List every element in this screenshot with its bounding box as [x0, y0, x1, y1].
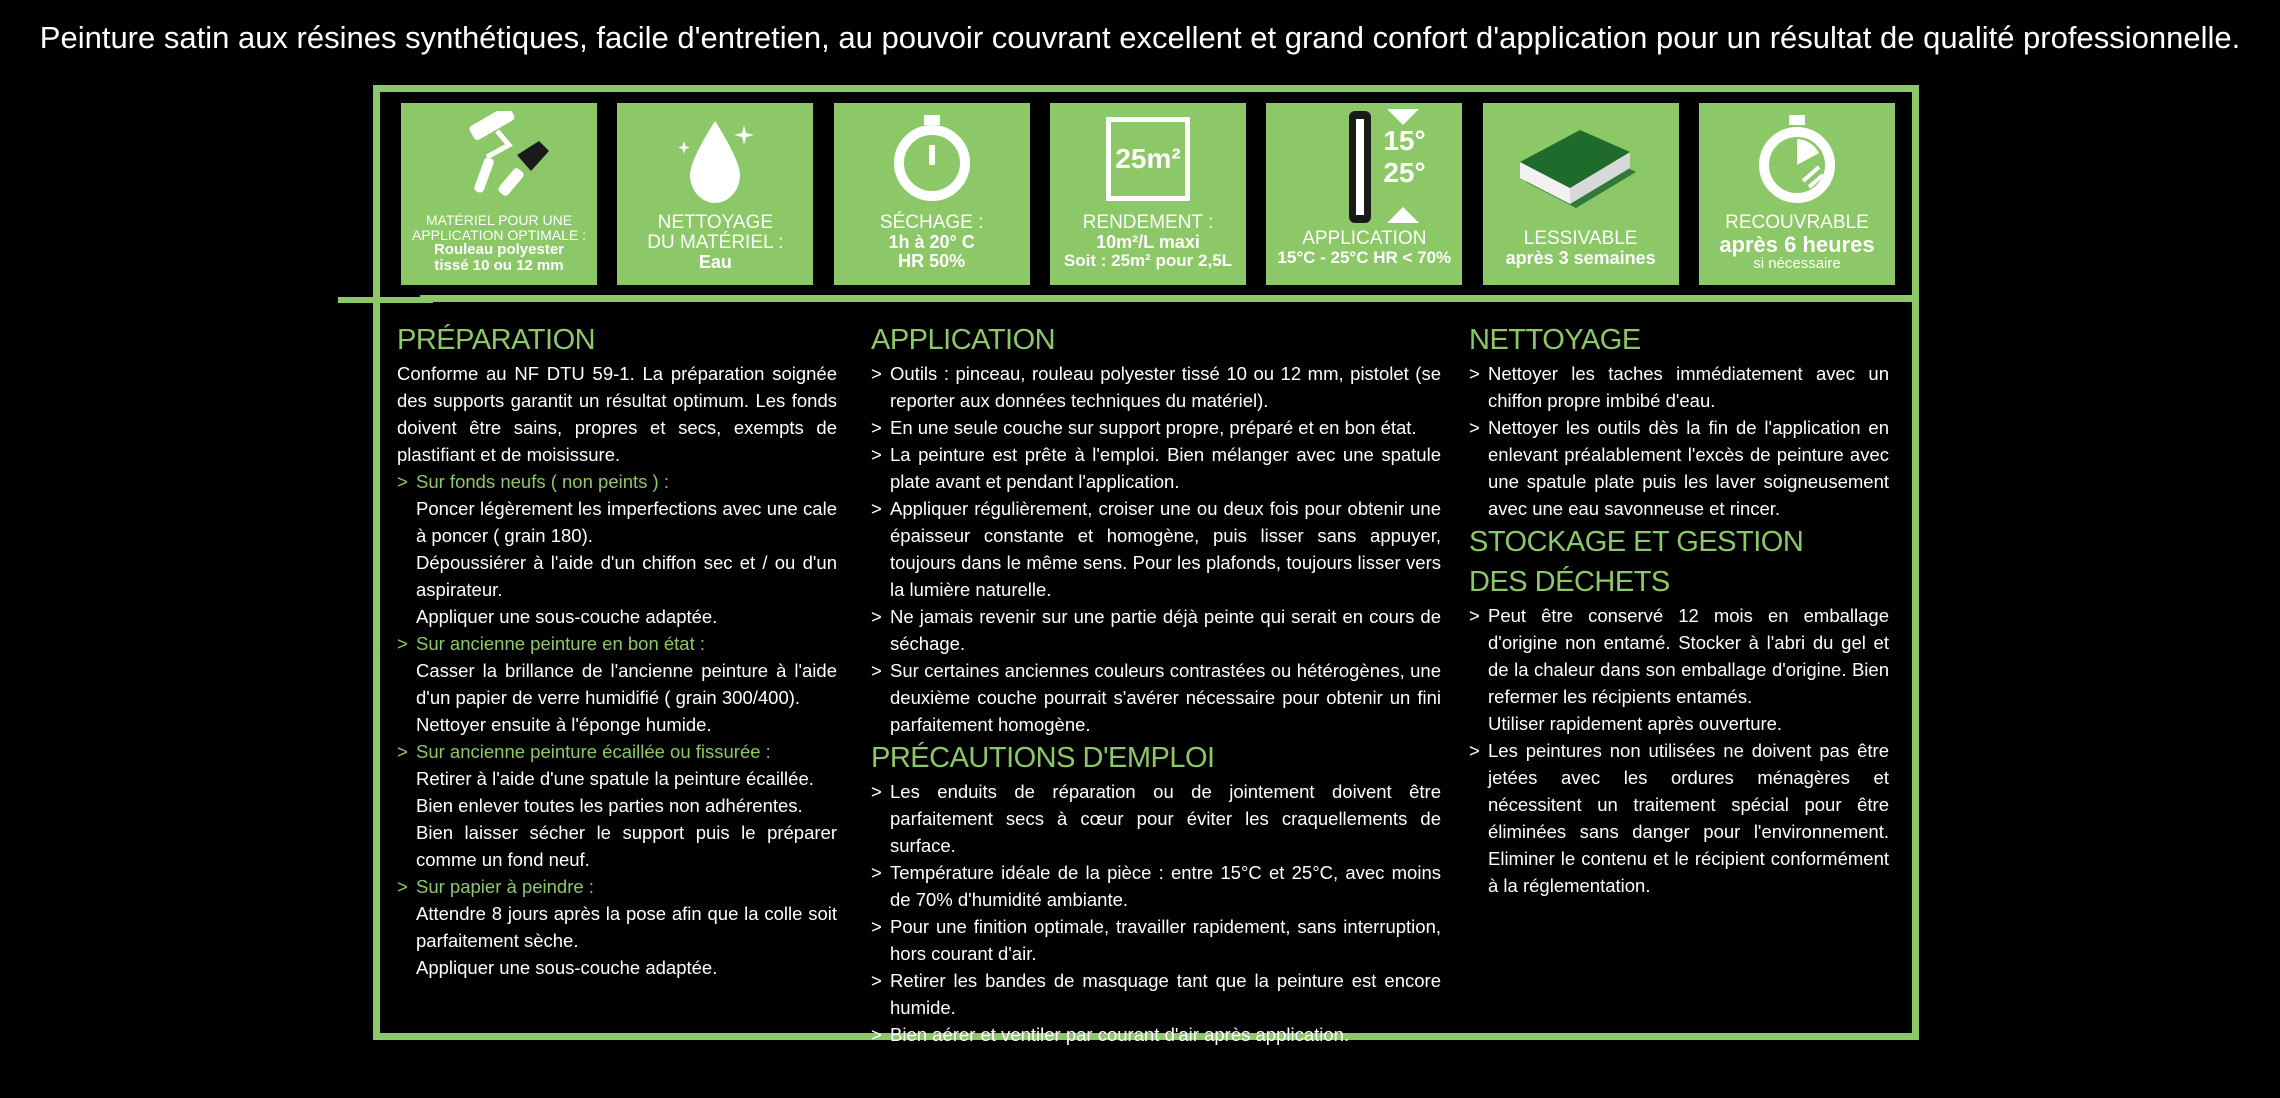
precautions-item: > Les enduits de réparation ou de jointement doivent être parfaitement secs à cœur pour éviter les craquellements de surface.	[871, 778, 1441, 859]
tile-line: 1h à 20° C	[888, 231, 975, 252]
tile-line: après 3 semaines	[1505, 247, 1656, 268]
precautions-item: > Bien aérer et ventiler par courant d'air après application.	[871, 1021, 1441, 1048]
thermometer-icon	[1279, 109, 1449, 225]
stockage-item: > Peut être conservé 12 mois en emballage d'origine non entamé. Stocker à l'abri du gel et de la chaleur dans son emballage d'origine. Bien refermer les récipients entamés.	[1469, 602, 1889, 710]
area-square-icon	[1073, 109, 1223, 209]
tile-line: après 6 heures	[1719, 231, 1875, 257]
nettoyage-title: NETTOYAGE	[1469, 324, 1641, 356]
roller-brush-icon	[424, 109, 574, 209]
application-item: > Appliquer régulièrement, croiser une ou deux fois pour obtenir une épaisseur constante et homogène, puis lisser sans appuyer, toujours dans le même sens. Pour les plafonds, toujours lisser vers la lumière naturelle.	[871, 495, 1441, 603]
preparation-intro: Conforme au NF DTU 59-1. La préparation soignée des supports garantit un résultat optimum. Les fonds doivent être sains, propres et secs, exempts de plastifiant et de moisissure.	[397, 363, 837, 465]
tile-line: si nécessaire	[1753, 255, 1841, 273]
preparation-item: Appliquer une sous-couche adaptée.	[416, 957, 718, 978]
application-item: > Outils : pinceau, rouleau polyester tissé 10 ou 12 mm, pistolet (se reporter aux données techniques du matériel).	[871, 360, 1441, 414]
precautions-title: PRÉCAUTIONS D'EMPLOI	[871, 742, 1215, 774]
preparation-item: Appliquer une sous-couche adaptée.	[416, 606, 718, 627]
tile-line: RECOUVRABLE	[1725, 212, 1869, 233]
tile-line: MATÉRIEL POUR UNE	[425, 212, 573, 228]
tile-line: 10m²/L maxi	[1096, 231, 1200, 252]
preparation-sub-heading: > Sur fonds neufs ( non peints ) :	[397, 468, 837, 495]
tile-line: Eau	[698, 251, 732, 272]
tile-line: 15°C - 25°C HR < 70%	[1277, 247, 1452, 267]
stockage-item: > Les peintures non utilisées ne doivent pas être jetées avec les ordures ménagères et nécessitent un traitement spécial pour être éliminées sans danger pour l'environnement. Eliminer le contenu et le récipient conformément à la réglementation.	[1469, 737, 1889, 899]
cross-mark-vertical	[373, 262, 380, 342]
precautions-item: > Pour une finition optimale, travailler rapidement, sans interruption, hors courant d'air.	[871, 913, 1441, 967]
stockage-title-line2: DES DÉCHETS	[1469, 566, 1670, 598]
temp-max: 25°	[1383, 157, 1426, 188]
tile-line: LESSIVABLE	[1523, 228, 1638, 249]
cross-mark-horizontal	[338, 297, 433, 303]
tile-lessivable	[1483, 103, 1679, 285]
stockage-item-extra: Utiliser rapidement après ouverture.	[1488, 713, 1783, 734]
tile-line: APPLICATION	[1302, 228, 1427, 249]
preparation-item: Bien enlever toutes les parties non adhérentes.	[416, 795, 803, 816]
tile-line: HR 50%	[898, 250, 966, 271]
area-badge: 25m²	[1115, 143, 1181, 174]
stopwatch-icon	[857, 109, 1007, 209]
application-item: > En une seule couche sur support propre, préparé et en bon état.	[871, 414, 1441, 441]
stockage-title-line1: STOCKAGE ET GESTION	[1469, 526, 1804, 558]
application-section	[871, 320, 1441, 1048]
feature-tiles	[401, 103, 1895, 285]
recoat-stopwatch-icon	[1722, 109, 1872, 209]
tile-line: SÉCHAGE :	[879, 212, 984, 233]
tile-recouvrable	[1699, 103, 1895, 285]
application-item: > La peinture est prête à l'emploi. Bien mélanger avec une spatule plate avant et pendant l'application.	[871, 441, 1441, 495]
tile-line: Rouleau polyester	[433, 241, 565, 259]
frame-divider	[420, 295, 1919, 302]
tile-line: APPLICATION OPTIMALE :	[411, 226, 586, 243]
tile-rendement	[1050, 103, 1246, 285]
tile-materiel	[401, 103, 597, 285]
preparation-sub-heading: > Sur ancienne peinture en bon état :	[397, 630, 837, 657]
temp-min: 15°	[1383, 125, 1426, 156]
application-title: APPLICATION	[871, 324, 1056, 356]
nettoyage-section	[1469, 320, 1889, 899]
water-drop-icon	[640, 109, 790, 209]
preparation-sub-heading: > Sur ancienne peinture écaillée ou fissurée :	[397, 738, 837, 765]
precautions-item: > Retirer les bandes de masquage tant que la peinture est encore humide.	[871, 967, 1441, 1021]
preparation-item: Bien laisser sécher le support puis le préparer comme un fond neuf.	[416, 822, 837, 870]
nettoyage-item: > Nettoyer les taches immédiatement avec un chiffon propre imbibé d'eau.	[1469, 360, 1889, 414]
tile-sechage	[834, 103, 1030, 285]
application-item: > Ne jamais revenir sur une partie déjà peinte qui serait en cours de séchage.	[871, 603, 1441, 657]
preparation-item: Nettoyer ensuite à l'éponge humide.	[416, 714, 712, 735]
tile-line: Soit : 25m² pour 2,5L	[1063, 250, 1233, 270]
preparation-item: Retirer à l'aide d'une spatule la peinture écaillée.	[416, 768, 814, 789]
tile-nettoyage	[617, 103, 813, 285]
preparation-item: Poncer légèrement les imperfections avec une cale à poncer ( grain 180).	[416, 498, 837, 546]
headline: Peinture satin aux résines synthétiques, facile d'entretien, au pouvoir couvrant excellent et grand confort d'application pour un résultat de qualité professionnelle.	[39, 20, 2241, 55]
preparation-item: Casser la brillance de l'ancienne peinture à l'aide d'un papier de verre humidifié ( grain 300/400).	[416, 660, 837, 708]
sponge-icon	[1506, 109, 1656, 225]
preparation-item: Dépoussiérer à l'aide d'un chiffon sec et / ou d'un aspirateur.	[416, 552, 837, 600]
preparation-section	[397, 320, 837, 981]
preparation-title: PRÉPARATION	[397, 324, 596, 356]
precautions-item: > Température idéale de la pièce : entre 15°C et 25°C, avec moins de 70% d'humidité ambiante.	[871, 859, 1441, 913]
tile-line: RENDEMENT :	[1082, 212, 1214, 233]
tile-line: DU MATÉRIEL :	[647, 231, 784, 253]
tile-line: NETTOYAGE	[657, 212, 774, 233]
nettoyage-item: > Nettoyer les outils dès la fin de l'application en enlevant préalablement l'excès de peinture avec une spatule plate puis les laver soigneusement avec une eau savonneuse et rincer.	[1469, 414, 1889, 522]
preparation-sub-heading: > Sur papier à peindre :	[397, 873, 837, 900]
preparation-item: Attendre 8 jours après la pose afin que la colle soit parfaitement sèche.	[416, 903, 837, 951]
tile-application	[1266, 103, 1462, 285]
application-item: > Sur certaines anciennes couleurs contrastées ou hétérogènes, une deuxième couche pourrait s'avérer nécessaire pour obtenir un fini parfaitement homogène.	[871, 657, 1441, 738]
tile-line: tissé 10 ou 12 mm	[434, 257, 564, 275]
